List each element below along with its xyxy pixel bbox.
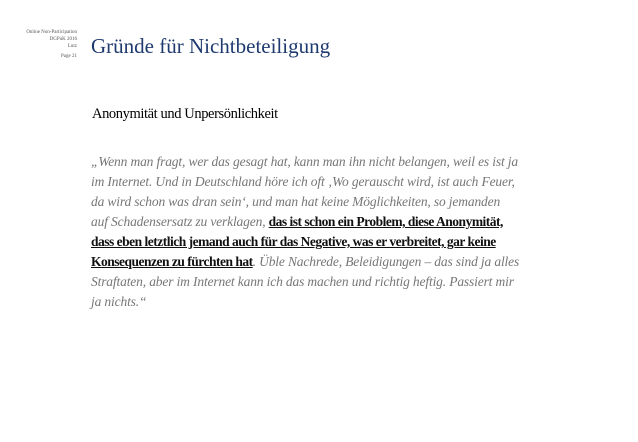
page-number: Page 21: [61, 54, 77, 59]
quote-line: da wird schon was dran sein‘, und man hat keine Möglichkeiten, so jemanden: [91, 194, 501, 209]
quote-emphasis: Konsequenzen zu fürchten hat: [91, 254, 253, 269]
slide-title: Gründe für Nichtbeteiligung: [91, 34, 331, 58]
quote-emphasis: dass eben letztlich jemand auch für das Negative, was er verbreitet, gar keine: [91, 234, 496, 249]
quote-line: im Internet. Und in Deutschland höre ich oft ‚Wo gerauscht wird, ist auch Feuer,: [91, 174, 515, 189]
quote-text: auf Schadensersatz zu verklagen,: [91, 214, 269, 229]
interview-quote: [91, 152, 573, 312]
section-heading: Anonymität und Unpersönlichkeit: [92, 106, 278, 122]
quote-text: . Üble Nachrede, Beleidigungen – das sind ja alles: [252, 254, 520, 269]
slide-metadata: [14, 29, 77, 60]
conference-name: DGPuK 2016: [49, 37, 77, 42]
quote-line: [91, 232, 573, 252]
quote-line: „Wenn man fragt, wer das gesagt hat, kann man ihn nicht belangen, weil es ist ja: [91, 154, 518, 169]
quote-line: [91, 212, 573, 232]
presentation-name: Online Non-Participation: [26, 30, 77, 35]
author-name: Lutz: [67, 44, 77, 49]
quote-line: [91, 252, 573, 272]
quote-line: Straftaten, aber im Internet kann ich das machen und richtig heftig. Passiert mir: [91, 274, 514, 289]
quote-emphasis: das ist schon ein Problem, diese Anonymität,: [268, 214, 503, 229]
quote-line: ja nichts.“: [91, 294, 147, 309]
